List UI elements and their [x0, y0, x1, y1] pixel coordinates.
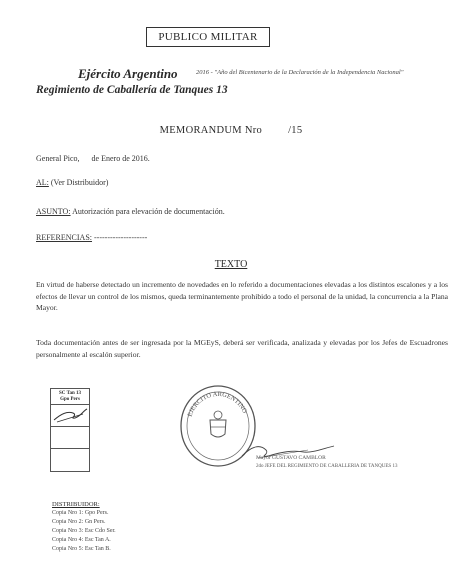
handwritten-signature [238, 440, 338, 467]
references-label: REFERENCIAS: [36, 233, 93, 242]
distribution-item: Copia Nro 5: Esc Tan B. [52, 546, 111, 552]
svg-text:EJERCITO ARGENTINO [187, 391, 249, 418]
year-motto: 2016 - "Año del Bicentenario de la Declaración de la Independencia Nacional" [196, 69, 404, 76]
place-date-line [36, 154, 150, 163]
routing-initials [51, 405, 89, 427]
memo-title-suffix: /15 [288, 125, 303, 136]
place: General Pico, [36, 154, 80, 163]
routing-stamp [50, 388, 90, 472]
recipient-line [36, 178, 108, 187]
memo-title [0, 125, 462, 136]
subject-value: Autorización para elevación de documentación. [72, 207, 225, 216]
recipient-value: (Ver Distribuidor) [50, 178, 109, 187]
distribution-item: Copia Nro 4: Esc Tan A. [52, 537, 111, 543]
distribution-item: Copia Nro 1: Gpo Pers. [52, 510, 109, 516]
subject-line [36, 207, 225, 216]
routing-stamp-line1: SC Tan 13 [59, 391, 81, 396]
classification-box: PUBLICO MILITAR [146, 27, 270, 47]
text-heading: TEXTO [214, 259, 248, 270]
routing-empty-cell-1 [51, 427, 89, 449]
routing-empty-cell-2 [51, 449, 89, 471]
date: de Enero de 2016. [91, 154, 150, 163]
references-value: -------------------- [94, 233, 148, 242]
signer-role: 2do JEFE DEL REGIMIENTO DE CABALLERIA DE TANQUES 13 [256, 464, 398, 469]
distribution-item: Copia Nro 3: Esc Cdo Ser. [52, 528, 116, 534]
body-paragraph-2: Toda documentación antes de ser ingresada por la MGEyS, deberá ser verificada, analizada y elevadas por los Jefes de Escuadrones personalmente al escalón superior. [36, 338, 448, 359]
distribution-item: Copia Nro 2: Gn Pers. [52, 519, 106, 525]
references-line [36, 233, 147, 242]
routing-stamp-header [51, 389, 89, 405]
memo-title-prefix: MEMORANDUM Nro [159, 125, 263, 136]
routing-stamp-line2: Gpo Pers [60, 397, 80, 402]
recipient-label: AL: [36, 178, 49, 187]
subject-label: ASUNTO: [36, 207, 71, 216]
seal-text: EJERCITO ARGENTINO [186, 390, 249, 418]
distribution-title: DISTRIBUIDOR: [52, 501, 100, 508]
regiment-name: Regimiento de Caballería de Tanques 13 [36, 84, 228, 96]
body-paragraph-1: En virtud de haberse detectado un incremento de novedades en lo referido a documentaciones elevadas a los distintos escalones y a los efectos de llevar un control de los mismos, queda terminantemente prohibido a todo el personal de la unidad, la concurrencia a la Plana Mayor. [36, 280, 448, 312]
army-name: Ejército Argentino [78, 66, 178, 81]
initials-scribble-icon [51, 405, 89, 425]
signer-name: Mayor GUSTAVO CAMBLOR [256, 455, 326, 461]
